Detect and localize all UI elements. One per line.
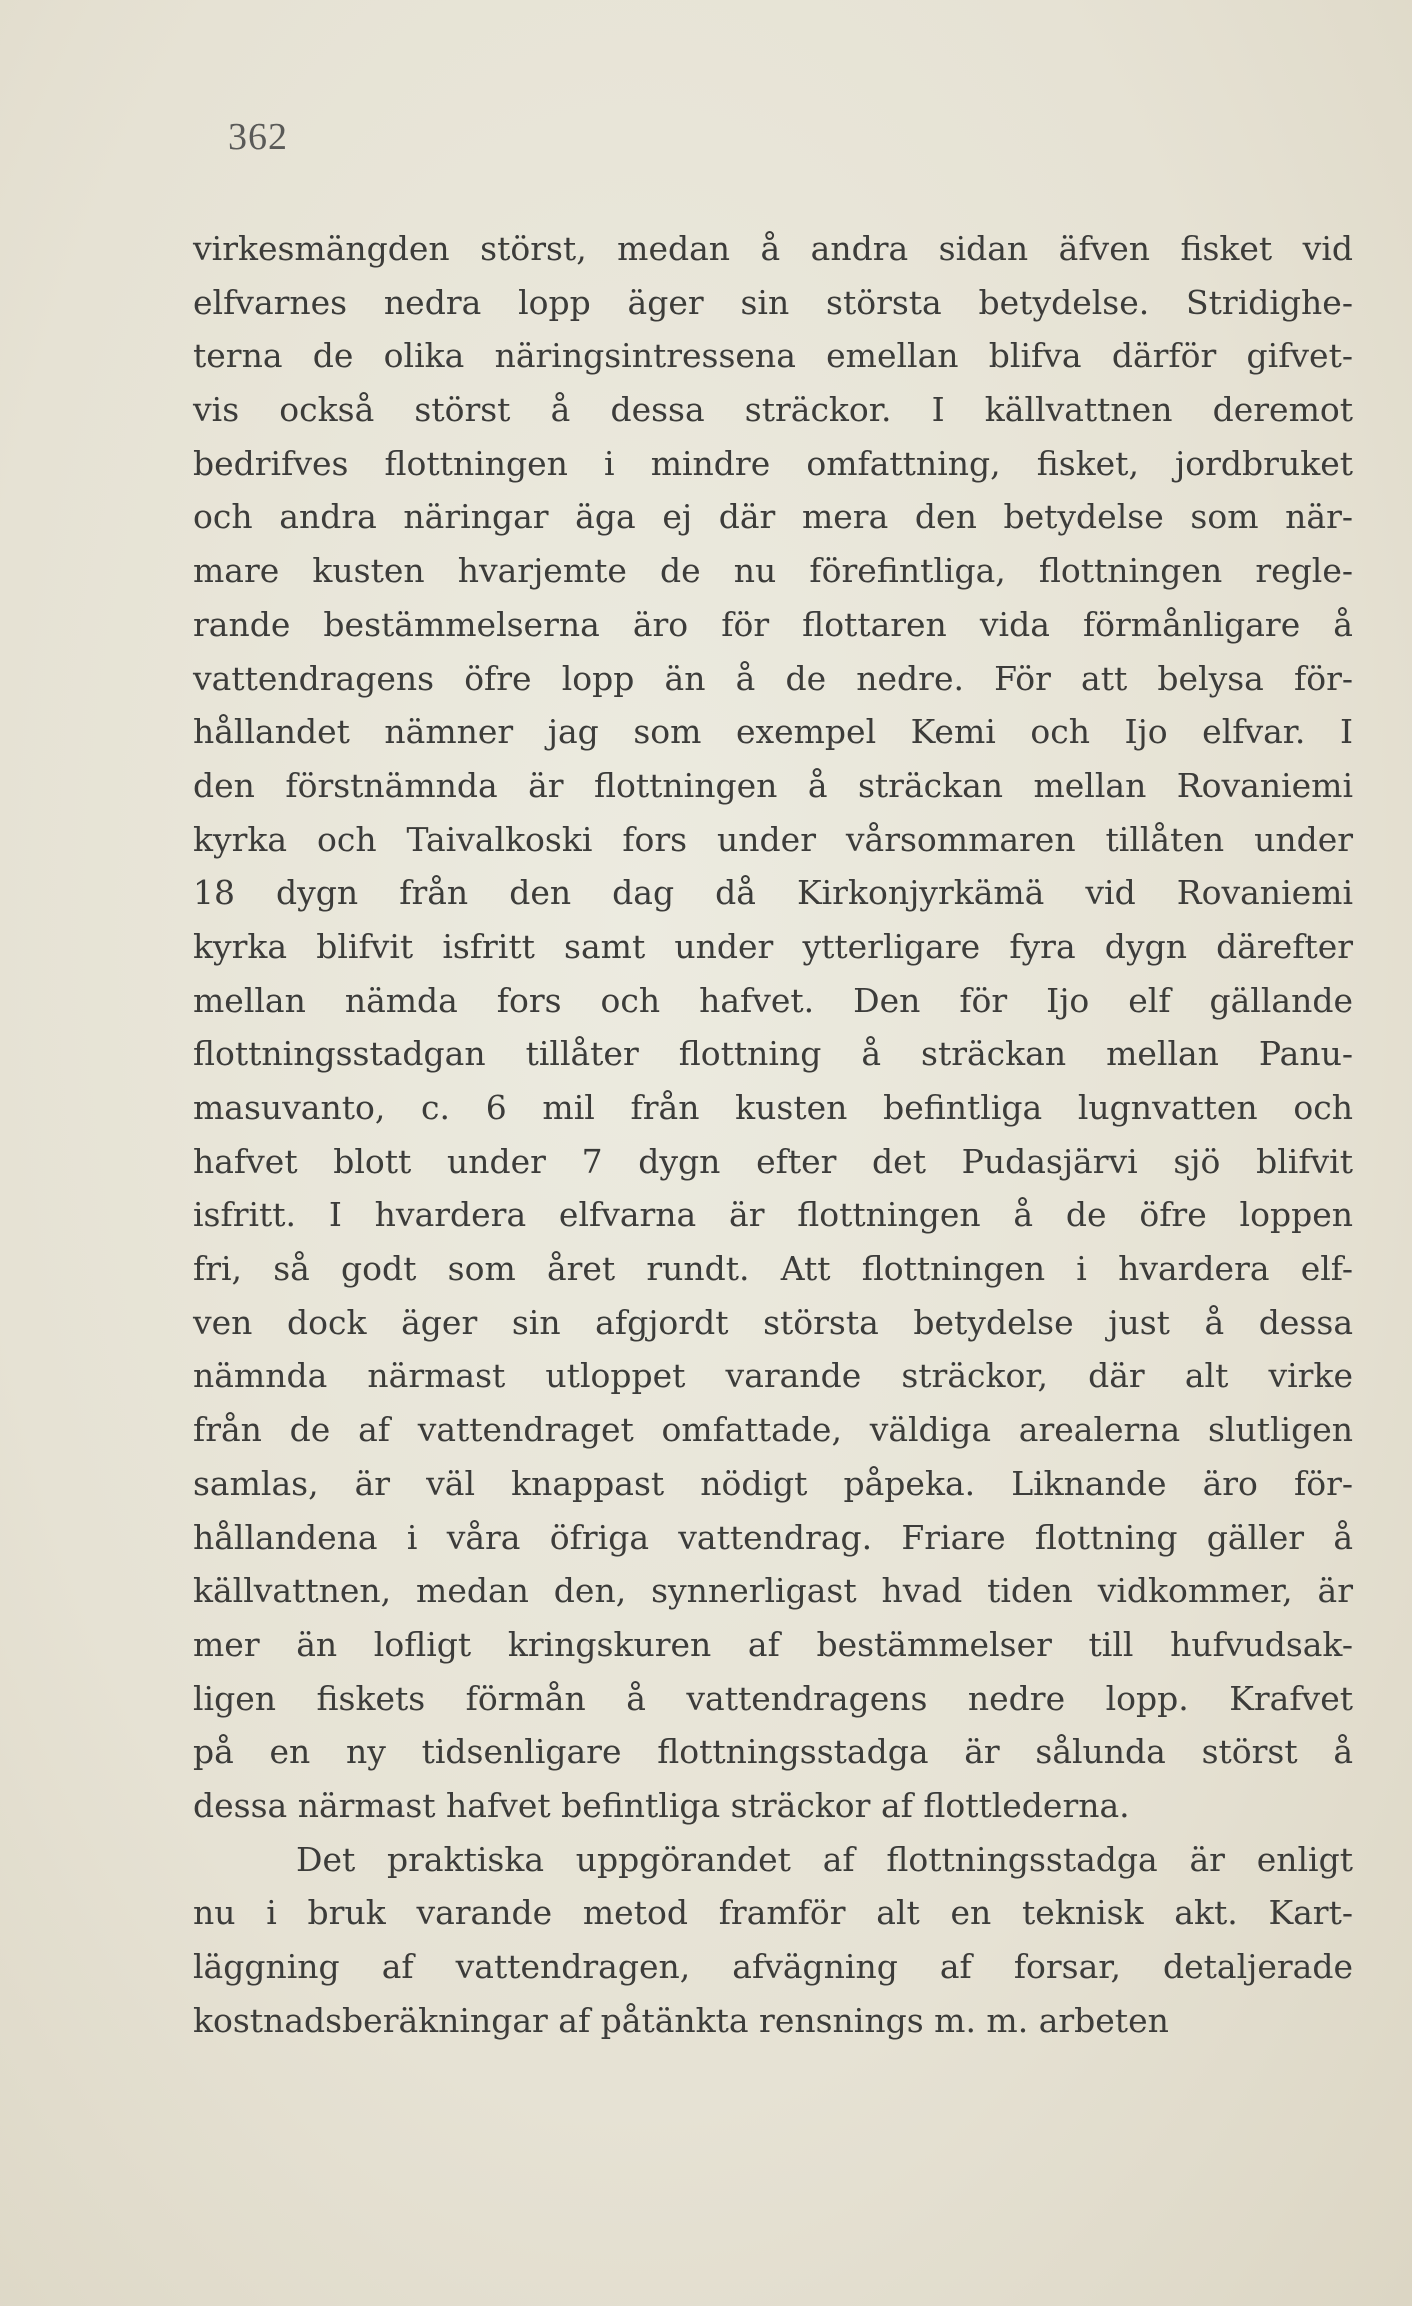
text-line: nämnda närmast utloppet varande sträckor, där alt virke (193, 1356, 1353, 1396)
text-line: 18 dygn från den dag då Kirkonjyrkämä vid Rovaniemi (193, 873, 1353, 913)
page-number: 362 (228, 116, 288, 158)
text-line: dessa närmast hafvet befintliga sträckor af flottlederna. (193, 1785, 1130, 1825)
text-line: kyrka blifvit isfritt samt under ytterligare fyra dygn därefter (193, 926, 1353, 966)
text-line: mare kusten hvarjemte de nu förefintliga, flottningen regle- (193, 551, 1353, 591)
body-text (193, 222, 1353, 2047)
text-line: hafvet blott under 7 dygn efter det Pudasjärvi sjö blifvit (193, 1141, 1353, 1181)
text-line: vis också störst å dessa sträckor. I källvattnen deremot (193, 390, 1353, 430)
text-line: fri, så godt som året rundt. Att flottningen i hvardera elf- (193, 1249, 1353, 1289)
text-line: vattendragens öfre lopp än å de nedre. För att belysa för- (193, 658, 1353, 698)
paragraph (193, 222, 1353, 1833)
text-line: kostnadsberäkningar af påtänkta rensnings m. m. arbeten (193, 2000, 1169, 2040)
text-line: flottningsstadgan tillåter flottning å sträckan mellan Panu- (193, 1034, 1353, 1074)
text-line: ven dock äger sin afgjordt största betydelse just å dessa (193, 1302, 1353, 1342)
text-line: hållandet nämner jag som exempel Kemi och Ijo elfvar. I (193, 712, 1353, 752)
paragraph (193, 1833, 1353, 2048)
text-line: källvattnen, medan den, synnerligast hvad tiden vidkommer, är (193, 1571, 1353, 1611)
text-line: bedrifves flottningen i mindre omfattning, fisket, jordbruket (193, 443, 1353, 483)
text-line: rande bestämmelserna äro för flottaren vida förmånligare å (193, 604, 1353, 644)
text-line: terna de olika näringsintressena emellan blifva därför gifvet- (193, 336, 1353, 376)
text-line: samlas, är väl knappast nödigt påpeka. Liknande äro för- (193, 1463, 1353, 1503)
text-line: masuvanto, c. 6 mil från kusten befintliga lugnvatten och (193, 1088, 1353, 1127)
text-line: nu i bruk varande metod framför alt en teknisk akt. Kart- (193, 1893, 1353, 1933)
text-line: läggning af vattendragen, afvägning af forsar, detaljerade (193, 1947, 1353, 1986)
text-line: elfvarnes nedra lopp äger sin största betydelse. Stridighe- (193, 282, 1353, 322)
text-line: hållandena i våra öfriga vattendrag. Friare flottning gäller å (193, 1517, 1353, 1557)
text-line: ligen fiskets förmån å vattendragens nedre lopp. Krafvet (193, 1678, 1353, 1718)
text-line: mellan nämda fors och hafvet. Den för Ijo elf gällande (193, 980, 1353, 1020)
text-line: mer än lofligt kringskuren af bestämmelser till hufvudsak- (193, 1624, 1353, 1664)
text-line: på en ny tidsenligare flottningsstadga är sålunda störst å (193, 1732, 1353, 1772)
text-line: virkesmängden störst, medan å andra sidan äfven fisket vid (193, 229, 1353, 268)
text-line: isfritt. I hvardera elfvarna är flottningen å de öfre loppen (193, 1195, 1353, 1235)
text-line: Det praktiska uppgörandet af flottningsstadga är enligt (296, 1839, 1353, 1879)
text-line: och andra näringar äga ej där mera den betydelse som när- (193, 497, 1353, 537)
text-line: den förstnämnda är flottningen å sträckan mellan Rovaniemi (193, 765, 1353, 805)
text-line: kyrka och Taivalkoski fors under vårsommaren tillåten under (193, 819, 1353, 859)
text-line: från de af vattendraget omfattade, väldiga arealerna slutligen (193, 1410, 1353, 1450)
